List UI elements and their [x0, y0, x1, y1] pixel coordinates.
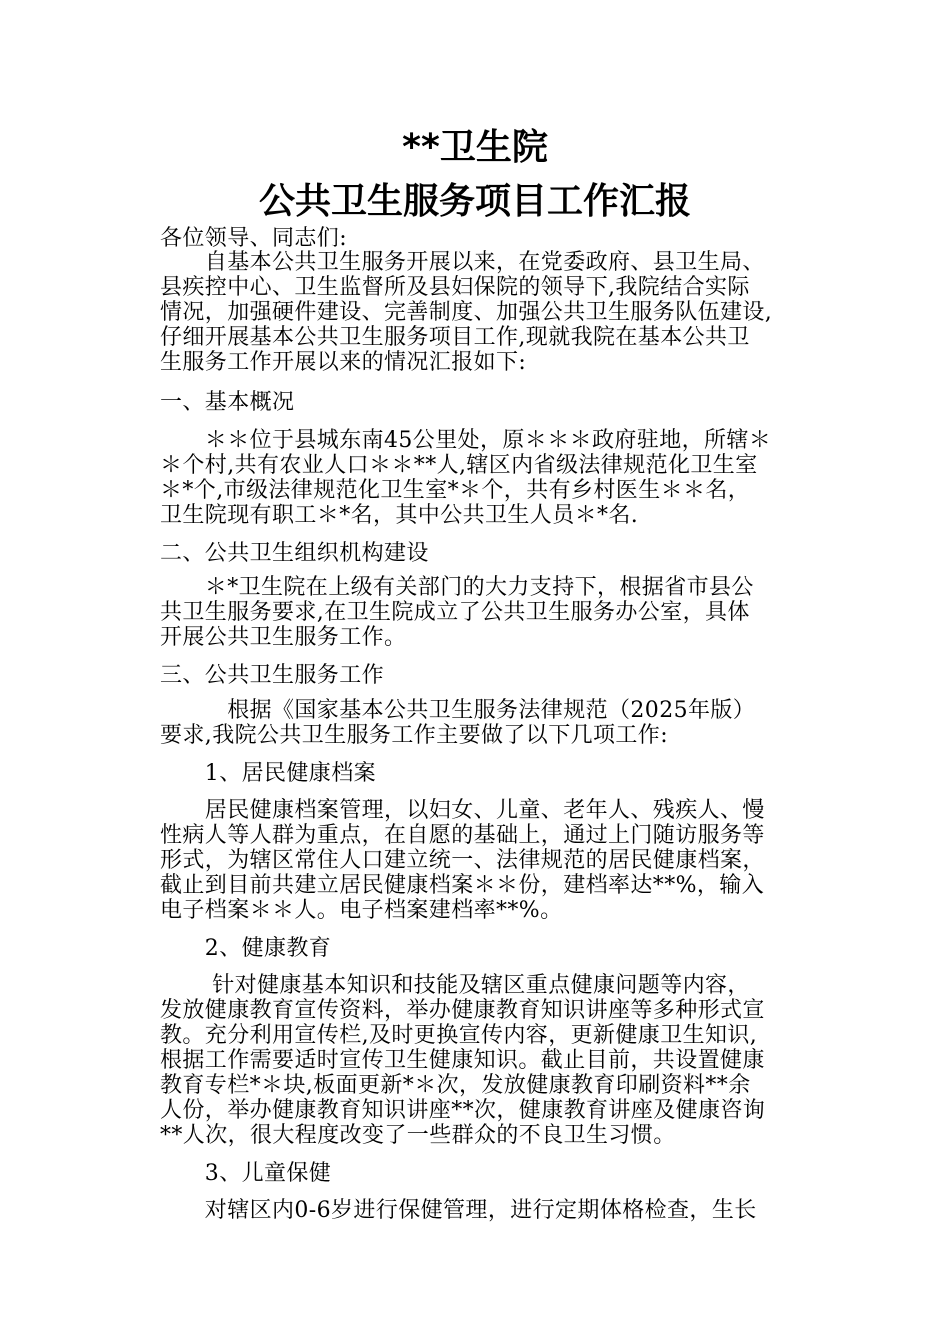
section-heading-3: 三、公共卫生服务工作 — [160, 663, 385, 688]
subsection-1-line: 性病人等人群为重点，在自愿的基础上，通过上门随访服务等 — [160, 823, 765, 848]
salutation: 各位领导、同志们: — [160, 226, 348, 251]
subsection-1-line: 形式，为辖区常住人口建立统一、法律规范的居民健康档案， — [160, 848, 765, 873]
subsection-2-line: 教育专栏*＊块,板面更新*＊次，发放健康教育印刷资料**余 — [160, 1073, 751, 1098]
subsection-2-line: 教。充分利用宣传栏,及时更换宣传内容，更新健康卫生知识, — [160, 1023, 758, 1048]
intro-line: 自基本公共卫生服务开展以来，在党委政府、县卫生局、 — [160, 250, 765, 275]
subsection-2-line: **人次，很大程度改变了一些群众的不良卫生习惯。 — [160, 1123, 676, 1148]
intro-line: 仔细开展基本公共卫生服务项目工作,现就我院在基本公共卫 — [160, 325, 750, 350]
section-1-line: ＊*个,市级法律规范化卫生室*＊个，共有乡村医生＊＊名， — [160, 478, 751, 503]
subsection-3-line: 对辖区内0-6岁进行保健管理，进行定期体格检查，生长 — [160, 1198, 757, 1223]
section-3-line: 根据《国家基本公共卫生服务法律规范（2025年版） — [160, 698, 756, 723]
section-1-line: ＊个村,共有农业人口＊＊**人,辖区内省级法律规范化卫生室 — [160, 453, 758, 478]
subsection-1-line: 截止到目前共建立居民健康档案＊＊份，建档率达**%，输入 — [160, 873, 765, 898]
subsection-heading-2: 2、健康教育 — [160, 936, 332, 961]
subsection-2-line: 人份，举办健康教育知识讲座**次，健康教育讲座及健康咨询 — [160, 1098, 766, 1123]
section-heading-2: 二、公共卫生组织机构建设 — [160, 541, 429, 566]
subsection-heading-3: 3、儿童保健 — [160, 1161, 332, 1186]
subsection-2-line: 针对健康基本知识和技能及辖区重点健康问题等内容， — [160, 973, 750, 998]
document-title: **卫生院 — [402, 127, 548, 168]
section-2-line: 共卫生服务要求,在卫生院成立了公共卫生服务办公室，具体 — [160, 600, 750, 625]
subsection-heading-1: 1、居民健康档案 — [160, 761, 376, 786]
subsection-1-line: 居民健康档案管理，以妇女、儿童、老年人、残疾人、慢 — [160, 798, 765, 823]
intro-line: 情况，加强硬件建设、完善制度、加强公共卫生服务队伍建设, — [160, 300, 773, 325]
section-1-line: ＊＊位于县城东南45公里处，原＊＊＊政府驻地，所辖＊ — [160, 428, 772, 453]
subsection-2-line: 根据工作需要适时宣传卫生健康知识。截止目前，共设置健康 — [160, 1048, 765, 1073]
section-1-line: 卫生院现有职工＊*名，其中公共卫生人员＊*名. — [160, 503, 639, 528]
document-subtitle: 公共卫生服务项目工作汇报 — [258, 181, 691, 222]
subsection-2-line: 发放健康教育宣传资料，举办健康教育知识讲座等多种形式宣 — [160, 998, 765, 1023]
section-3-line: 要求,我院公共卫生服务工作主要做了以下几项工作: — [160, 723, 669, 748]
intro-line: 生服务工作开展以来的情况汇报如下: — [160, 350, 527, 375]
section-2-line: ＊*卫生院在上级有关部门的大力支持下，根据省市县公 — [160, 575, 754, 600]
intro-line: 县疾控中心、卫生监督所及县妇保院的领导下,我院结合实际 — [160, 275, 750, 300]
section-heading-1: 一、基本概况 — [160, 390, 295, 415]
section-2-line: 开展公共卫生服务工作。 — [160, 625, 407, 650]
subsection-1-line: 电子档案＊＊人。电子档案建档率**%。 — [160, 898, 563, 923]
